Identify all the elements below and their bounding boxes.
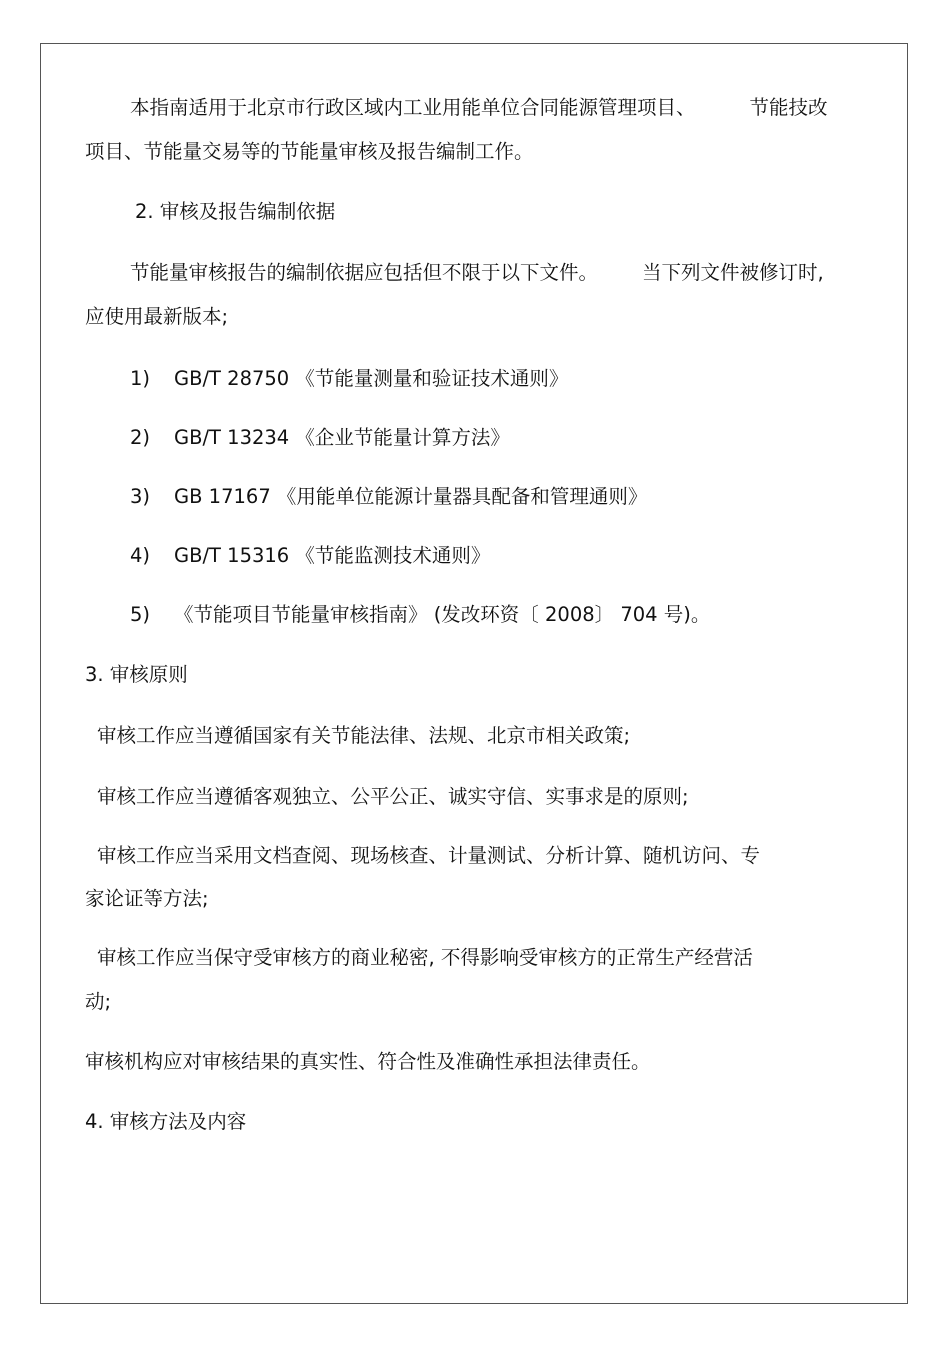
intro-line-1a: 本指南适用于北京市行政区域内工业用能单位合同能源管理项目、 [130, 96, 696, 119]
section-2-para-line-1 [130, 261, 824, 285]
reference-text: GB/T 28750 《节能量测量和验证技术通则》 [174, 367, 569, 390]
principle-2: 审核工作应当遵循客观独立、公平公正、诚实守信、实事求是的原则; [97, 785, 689, 808]
reference-item-4 [130, 544, 490, 568]
reference-text: GB/T 15316 《节能监测技术通则》 [174, 544, 491, 567]
principle-3-line-1: 审核工作应当采用文档查阅、现场核查、计量测试、分析计算、随机访问、专 [97, 844, 761, 867]
principle-4-line-1: 审核工作应当保守受审核方的商业秘密, 不得影响受审核方的正常生产经营活 [97, 946, 753, 969]
intro-line-1b: 节能技改 [749, 96, 828, 119]
reference-number: 1) [130, 367, 151, 390]
reference-item-5 [130, 603, 710, 627]
reference-number: 5) [130, 603, 151, 626]
section-3-heading: 3. 审核原则 [85, 663, 188, 686]
section-2-heading: 2. 审核及报告编制依据 [135, 200, 336, 223]
reference-item-1 [130, 367, 568, 391]
intro-line-1 [130, 96, 828, 120]
principle-1: 审核工作应当遵循国家有关节能法律、法规、北京市相关政策; [97, 724, 631, 747]
section-4-heading: 4. 审核方法及内容 [85, 1110, 247, 1133]
reference-text: GB 17167 《用能单位能源计量器具配备和管理通则》 [174, 485, 648, 508]
principle-3-line-2: 家论证等方法; [85, 887, 209, 910]
reference-number: 3) [130, 485, 151, 508]
section-2-para-line-1b: 当下列文件被修订时, [642, 261, 824, 284]
reference-item-2 [130, 426, 510, 450]
reference-number: 2) [130, 426, 151, 449]
reference-text: 《节能项目节能量审核指南》 (发改环资〔 2008〕 704 号)。 [174, 603, 711, 626]
principle-4-line-2: 动; [85, 990, 112, 1013]
intro-line-2: 项目、节能量交易等的节能量审核及报告编制工作。 [85, 140, 534, 163]
section-2-para-line-1a: 节能量审核报告的编制依据应包括但不限于以下文件。 [130, 261, 599, 284]
principle-5: 审核机构应对审核结果的真实性、符合性及准确性承担法律责任。 [85, 1050, 651, 1073]
reference-number: 4) [130, 544, 151, 567]
section-2-para-line-2: 应使用最新版本; [85, 305, 229, 328]
reference-item-3 [130, 485, 647, 509]
reference-text: GB/T 13234 《企业节能量计算方法》 [174, 426, 510, 449]
